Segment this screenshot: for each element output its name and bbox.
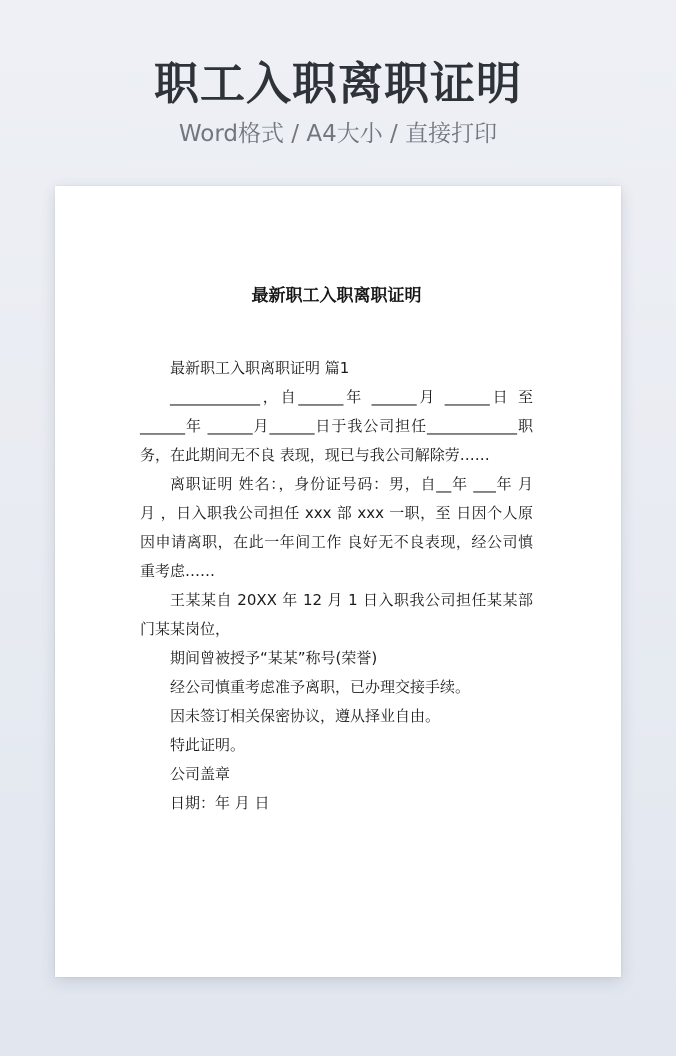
document-paragraph: ____________，自______年 ______月 ______日 至______年 ______月______日于我公司担任____________职务，在此期间无不良 表现，现已与我公司解除劳…… xyxy=(140,388,533,464)
page-subtitle: Word格式 / A4大小 / 直接打印 xyxy=(178,121,498,147)
document-paragraph: 特此证明。 xyxy=(170,736,246,754)
document-paragraph: 因未签订相关保密协议，遵从择业自由。 xyxy=(170,707,441,725)
document-title: 最新职工入职离职证明 xyxy=(251,286,422,306)
document-page xyxy=(55,186,621,977)
document-paragraph: 公司盖章 xyxy=(170,765,231,783)
document-paragraph: 经公司慎重考虑准予离职，已办理交接手续。 xyxy=(170,678,471,696)
document-paragraph: 最新职工入职离职证明 篇1 xyxy=(170,359,350,377)
page-title: 职工入职离职证明 xyxy=(153,57,522,110)
document-paragraph: 离职证明 姓名：，身份证号码：男，自__年 ___年 月 月 ，日入职我公司担任 xxx 部 xxx 一职，至 日因个人原因申请离职，在此一年间工作 良好无不良表现，经公司慎重考虑…… xyxy=(140,475,533,580)
page-header xyxy=(0,0,676,149)
document-paragraph: 期间曾被授予“某某”称号(荣誉) xyxy=(170,649,378,667)
document-body xyxy=(140,354,533,818)
document-paragraph: 王某某自 20XX 年 12 月 1 日入职我公司担任某某部门某某岗位， xyxy=(140,591,533,638)
document-paragraph: 日期：年 月 日 xyxy=(170,794,270,812)
